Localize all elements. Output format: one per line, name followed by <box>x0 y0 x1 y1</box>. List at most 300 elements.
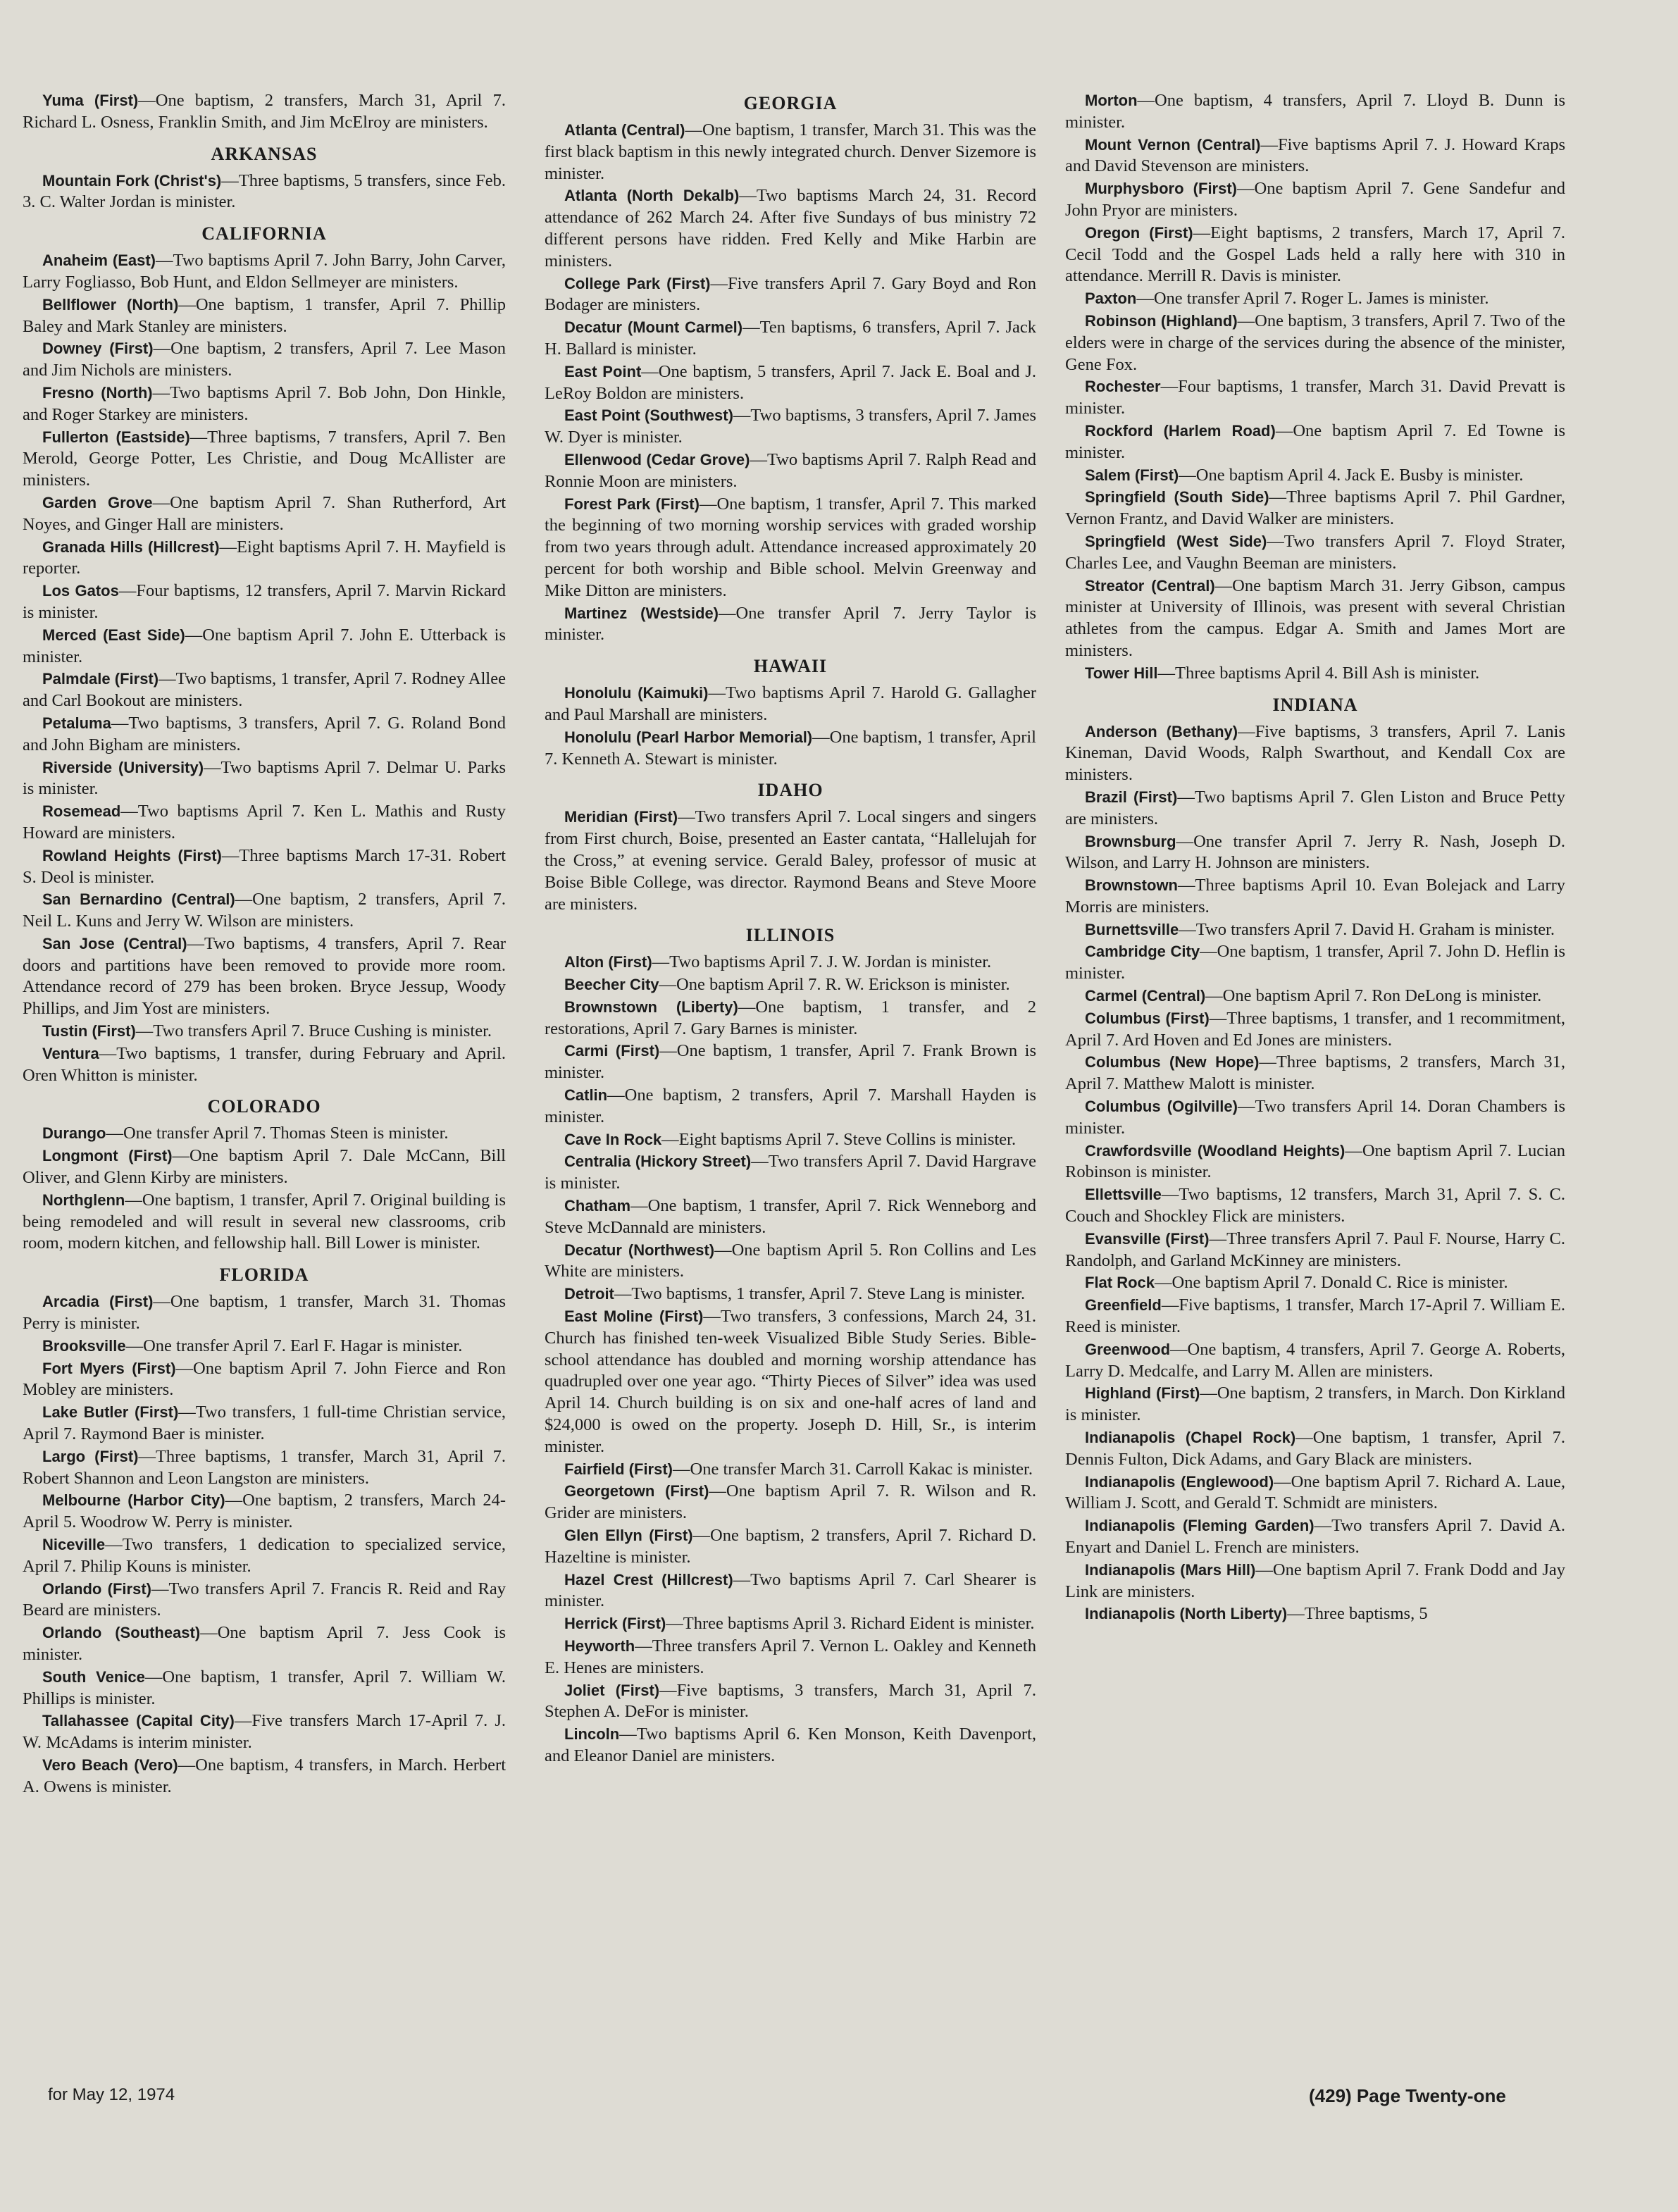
church-name: Crawfordsville (Woodland Heights) <box>1085 1141 1345 1160</box>
state-heading: ARKANSAS <box>211 143 318 164</box>
church-name: Atlanta (Central) <box>564 121 685 139</box>
church-name: San Jose (Central) <box>42 934 187 952</box>
church-name: Lake Butler (First) <box>42 1403 179 1422</box>
church-report <box>1065 1383 1565 1427</box>
report-text: —Three baptisms, 2 transfers, March 31, April 7. Matthew Malott is minister. <box>1065 1052 1565 1094</box>
church-name: East Point (Southwest) <box>564 406 733 425</box>
report-text: —Eight baptisms April 7. Steve Collins is minister. <box>661 1129 1017 1149</box>
church-report <box>23 1534 506 1578</box>
church-name: Cave In Rock <box>564 1130 662 1148</box>
church-report <box>1065 941 1565 985</box>
church-report <box>1065 178 1565 222</box>
church-name: Bellflower (North) <box>42 295 179 313</box>
church-name: Durango <box>42 1124 106 1143</box>
report-text: —One baptism April 7. Dale McCann, Bill Oliver, and Glenn Kirby are ministers. <box>23 1146 506 1188</box>
church-report <box>1065 787 1565 831</box>
state-heading: CALIFORNIA <box>201 223 327 244</box>
church-name: Springfield (South Side) <box>1085 488 1269 507</box>
report-text: —Three baptisms April 3. Richard Eident is minister. <box>666 1614 1035 1634</box>
church-name: Decatur (Mount Carmel) <box>564 318 743 337</box>
report-text: —Two baptisms, 1 transfer, April 7. Steve Lang is minister. <box>614 1284 1026 1304</box>
church-name: East Moline (First) <box>564 1307 704 1326</box>
church-name: Flat Rock <box>1085 1274 1155 1292</box>
church-name: Orlando (Southeast) <box>42 1624 201 1642</box>
report-text: —One baptism April 5. Ron Collins and Les White are ministers. <box>545 1240 1036 1281</box>
church-name: Meridian (First) <box>564 808 678 826</box>
report-text: —Two baptisms April 7. Carl Shearer is minister. <box>545 1570 1036 1611</box>
page-number: (429) Page Twenty-one <box>1309 2085 1506 2106</box>
report-text: —One baptism April 7. Jess Cook is minister. <box>23 1623 506 1664</box>
report-text: —Three baptisms March 17-31. Robert S. Deol is minister. <box>23 845 506 887</box>
report-text: —Two baptisms, 12 transfers, March 31, April 7. S. C. Couch and Shockley Flick are ministers. <box>1065 1185 1565 1226</box>
report-text: —One transfer March 31. Carroll Kakac is minister. <box>673 1459 1033 1479</box>
report-text: —Two baptisms April 7. Ken L. Mathis and Rusty Howard are ministers. <box>23 802 506 843</box>
report-text: —One baptism April 7. Ed Towne is minister. <box>1065 421 1565 462</box>
church-report <box>1065 721 1565 786</box>
church-report <box>1065 223 1565 287</box>
report-text: —One baptism, 1 transfer, April 7. Kenneth A. Stewart is minister. <box>545 727 1036 769</box>
report-text: —One baptism April 7. R. Wilson and R. Grider are ministers. <box>545 1481 1036 1523</box>
report-text: —One baptism April 7. Shan Rutherford, Art Noyes, and Ginger Hall are ministers. <box>23 492 506 534</box>
report-text: —Two baptisms April 7. Bob John, Don Hinkle, and Roger Starkey are ministers. <box>23 383 506 424</box>
report-text: —One baptism March 31. Jerry Gibson, campus minister at University of Illinois, was present with several Christian athletes from the campus. Edgar A. Smith and James Mort are ministers. <box>1065 576 1565 660</box>
church-report <box>545 1613 1036 1635</box>
church-name: Rockford (Harlem Road) <box>1085 421 1276 440</box>
church-name: Anaheim (East) <box>42 251 156 270</box>
church-name: Indianapolis (Englewood) <box>1085 1472 1274 1491</box>
church-report <box>545 1240 1036 1284</box>
church-name: Columbus (First) <box>1085 1009 1210 1027</box>
report-text: —Two baptisms April 6. Ken Monson, Keith Davenport, and Eleanor Daniel are ministers. <box>545 1725 1036 1765</box>
church-report <box>23 1145 506 1189</box>
report-text: —One baptism April 7. Richard A. Laue, William J. Scott, and Gerald T. Schmidt are ministers. <box>1065 1472 1565 1513</box>
church-report <box>1065 311 1565 375</box>
report-text: —Two transfers April 7. Bruce Cushing is minister. <box>135 1021 492 1041</box>
church-report <box>1065 1096 1565 1140</box>
report-text: —Two baptisms April 7. J. W. Jordan is minister. <box>652 952 992 972</box>
report-text: —One baptism April 7. John Fierce and Ron Mobley are ministers. <box>23 1358 506 1400</box>
church-report <box>545 494 1036 602</box>
report-text: —Two baptisms March 24, 31. Record attendance of 262 March 24. After five Sundays of bus ministry 72 different persons have ridden. Fred Kelly and Mike Harbin are ministers. <box>545 186 1036 271</box>
church-name: Streator (Central) <box>1085 576 1215 595</box>
report-text: —Eight baptisms April 7. H. Mayfield is reporter. <box>23 537 506 578</box>
church-report <box>23 1490 506 1534</box>
report-text: —Three transfers April 7. Vernon L. Oakley and Kenneth E. Henes are ministers. <box>545 1636 1036 1677</box>
column-3 <box>1065 90 1565 2077</box>
report-text: —Three baptisms April 4. Bill Ash is minister. <box>1157 663 1480 683</box>
church-report <box>1065 663 1565 685</box>
report-text: —One baptism, 2 transfers, April 7. Neil L. Kuns and Jerry W. Wilson are ministers. <box>23 890 506 931</box>
church-name: Petaluma <box>42 714 111 732</box>
report-text: —One baptism, 1 transfer, March 31. This was the first black baptism in this newly integrated church. Denver Sizemore is minister. <box>545 120 1036 183</box>
church-report <box>1065 831 1565 875</box>
church-name: Rowland Heights (First) <box>42 846 222 864</box>
church-report <box>545 1724 1036 1767</box>
church-report <box>1065 919 1565 941</box>
church-name: Indianapolis (Mars Hill) <box>1085 1560 1256 1579</box>
church-report <box>23 1755 506 1798</box>
report-text: —One baptism, 2 transfers, April 7. Lee Mason and Jim Nichols are ministers. <box>23 339 506 380</box>
church-name: Largo (First) <box>42 1447 139 1465</box>
church-name: Evansville (First) <box>1085 1229 1210 1248</box>
church-report <box>23 669 506 712</box>
church-name: Rochester <box>1085 378 1161 396</box>
report-text: —Two transfers, 1 full-time Christian service, April 7. Raymond Baer is minister. <box>23 1403 506 1444</box>
church-name: Beecher City <box>564 976 659 994</box>
church-report <box>1065 1339 1565 1383</box>
church-name: Oregon (First) <box>1085 223 1193 242</box>
report-text: —Two baptisms, 3 transfers, April 7. G. Roland Bond and John Bigham are ministers. <box>23 713 506 754</box>
report-text: —Two transfers, 1 dedication to specialized service, April 7. Philip Kouns is minister. <box>23 1535 506 1576</box>
report-text: —Two baptisms, 4 transfers, April 7. Rear doors and partitions have been removed to provide more room. Attendance record of 279 has been broken. Bryce Jessup, Woody Phillips, and Jim Yost are ministers. <box>23 933 506 1019</box>
church-report <box>23 1043 506 1087</box>
report-text: —One baptism, 1 transfer, and 2 restorations, April 7. Gary Barnes is minister. <box>545 997 1036 1038</box>
church-name: Riverside (University) <box>42 758 204 776</box>
report-text: —One baptism, 1 transfer, March 31. Thomas Perry is minister. <box>23 1292 506 1334</box>
report-text: —Two transfers April 7. David Hargrave is minister. <box>545 1152 1036 1193</box>
report-text: —One baptism, 2 transfers, March 31, April 7. Richard L. Osness, Franklin Smith, and Jim McElroy are ministers. <box>23 91 506 132</box>
church-name: Indianapolis (Fleming Garden) <box>1085 1517 1315 1535</box>
report-text: —Five transfers April 7. Gary Boyd and Ron Bodager are ministers. <box>545 273 1036 315</box>
church-name: Indianapolis (Chapel Rock) <box>1085 1429 1296 1447</box>
report-text: —One transfer April 7. Thomas Steen is minister. <box>106 1124 449 1143</box>
church-report <box>23 1710 506 1754</box>
church-name: Garden Grove <box>42 493 153 511</box>
church-name: San Bernardino (Central) <box>42 890 235 909</box>
church-report <box>545 185 1036 272</box>
church-report <box>1065 1472 1565 1515</box>
report-text: —Two baptisms April 7. Delmar U. Parks is minister. <box>23 757 506 799</box>
church-report <box>1065 1515 1565 1559</box>
state-heading: IDAHO <box>757 780 824 801</box>
report-text: —One baptism, 3 transfers, April 7. Two of the elders were in charge of the services during the absence of the minister, Gene Fox. <box>1065 311 1565 374</box>
report-text: —Two baptisms April 7. Ralph Read and Ronnie Moon are ministers. <box>545 449 1036 491</box>
church-report <box>1065 1560 1565 1603</box>
church-name: Columbus (New Hope) <box>1085 1053 1260 1071</box>
report-text: —One baptism, 1 transfer, April 7. John D. Heflin is minister. <box>1065 942 1565 983</box>
report-text: —Three transfers April 7. Paul F. Nourse, Harry C. Randolph, and Garland McKinney are ministers. <box>1065 1229 1565 1270</box>
church-name: Brownstown (Liberty) <box>564 998 738 1016</box>
church-report <box>23 933 506 1020</box>
church-report <box>23 845 506 889</box>
church-name: Columbus (Ogilville) <box>1085 1098 1238 1116</box>
church-report <box>1065 1229 1565 1272</box>
report-text: —Five baptisms, 1 transfer, March 17-April 7. William E. Reed is minister. <box>1065 1295 1565 1337</box>
church-report <box>23 338 506 382</box>
church-name: Downey (First) <box>42 340 154 358</box>
church-name: Tallahassee (Capital City) <box>42 1712 235 1730</box>
church-report <box>23 1190 506 1255</box>
church-report <box>545 1525 1036 1569</box>
church-name: Paxton <box>1085 290 1137 308</box>
report-text: —One baptism, 1 transfer, April 7. William W. Phillips is minister. <box>23 1667 506 1708</box>
church-report <box>545 997 1036 1040</box>
church-report <box>1065 376 1565 420</box>
church-name: Centralia (Hickory Street) <box>564 1152 752 1171</box>
report-text: —One baptism, 4 transfers, April 7. Lloyd B. Dunn is minister. <box>1065 91 1565 132</box>
church-name: Martinez (Westside) <box>564 604 719 622</box>
report-text: —Two transfers April 7. David A. Enyart and Daniel L. French are ministers. <box>1065 1516 1565 1557</box>
church-report <box>1065 421 1565 464</box>
church-report <box>23 492 506 536</box>
church-name: Fairfield (First) <box>564 1460 673 1478</box>
report-text: —One baptism April 7. Gene Sandefur and John Pryor are ministers. <box>1065 179 1565 220</box>
church-report <box>23 757 506 801</box>
church-report <box>545 1680 1036 1724</box>
church-report <box>1065 1427 1565 1471</box>
report-text: —Four baptisms, 12 transfers, April 7. Marvin Rickard is minister. <box>23 581 506 622</box>
report-text: —One baptism, 4 transfers, April 7. George A. Roberts, Larry D. Medcalfe, and Larry M. Allen are ministers. <box>1065 1339 1565 1381</box>
state-heading: GEORGIA <box>743 93 838 113</box>
church-report <box>545 1040 1036 1084</box>
church-report <box>545 1284 1036 1305</box>
church-report <box>1065 1603 1565 1625</box>
church-report <box>545 1636 1036 1679</box>
church-report <box>545 1129 1036 1151</box>
report-text: —One baptism, 1 transfer, April 7. Dennis Fulton, Dick Adams, and Gary Black are ministers. <box>1065 1428 1565 1469</box>
church-name: Yuma (First) <box>42 92 139 109</box>
church-name: Tustin (First) <box>42 1022 136 1040</box>
church-report <box>1065 135 1565 178</box>
report-text: —One baptism, 2 transfers, April 7. Richard D. Hazeltine is minister. <box>545 1526 1036 1567</box>
church-name: Brazil (First) <box>1085 788 1178 806</box>
report-text: —Two baptisms April 7. Harold G. Gallagher and Paul Marshall are ministers. <box>545 683 1036 724</box>
report-text: —One transfer April 7. Jerry R. Nash, Joseph D. Wilson, and Larry H. Johnson are ministers. <box>1065 831 1565 873</box>
church-report <box>545 1306 1036 1458</box>
church-report <box>23 250 506 294</box>
church-report <box>545 1570 1036 1613</box>
church-name: Alton (First) <box>564 953 652 971</box>
church-report <box>23 713 506 757</box>
report-text: —Two baptisms, 1 transfer, April 7. Rodney Allee and Carl Bookout are ministers. <box>23 669 506 711</box>
report-text: —Five transfers March 17-April 7. J. W. McAdams is interim minister. <box>23 1711 506 1753</box>
report-text: —One baptism April 7. Lucian Robinson is minister. <box>1065 1141 1565 1182</box>
report-text: —One baptism, 4 transfers, in March. Herbert A. Owens is minister. <box>23 1755 506 1796</box>
church-name: Rosemead <box>42 802 121 821</box>
church-name: Glen Ellyn (First) <box>564 1527 693 1545</box>
church-name: Robinson (Highland) <box>1085 311 1238 330</box>
report-text: —One baptism April 4. Jack E. Busby is minister. <box>1179 465 1524 485</box>
report-text: —One transfer April 7. Jerry Taylor is minister. <box>545 603 1036 645</box>
church-report <box>545 1151 1036 1195</box>
church-name: Atlanta (North Dekalb) <box>564 187 740 205</box>
report-text: —Two transfers April 14. Doran Chambers is minister. <box>1065 1097 1565 1138</box>
church-name: Merced (East Side) <box>42 626 185 644</box>
church-report <box>545 361 1036 405</box>
church-report <box>23 625 506 669</box>
church-report <box>545 1085 1036 1129</box>
church-name: Los Gatos <box>42 582 119 600</box>
church-name: Detroit <box>564 1285 614 1303</box>
church-name: Burnettsville <box>1085 920 1179 938</box>
church-name: Murphysboro (First) <box>1085 180 1238 198</box>
report-text: —One baptism, 2 transfers, March 24-April 5. Woodrow W. Perry is minister. <box>23 1491 506 1532</box>
church-report <box>545 952 1036 974</box>
report-text: —Two baptisms, 3 transfers, April 7. James W. Dyer is minister. <box>545 406 1036 447</box>
church-report <box>545 1459 1036 1481</box>
report-text: —Two transfers April 7. Floyd Strater, Charles Lee, and Vaughn Beeman are ministers. <box>1065 531 1565 573</box>
church-name: Springfield (West Side) <box>1085 532 1267 550</box>
church-name: Orlando (First) <box>42 1579 151 1598</box>
church-report <box>545 405 1036 449</box>
church-name: Herrick (First) <box>564 1615 666 1633</box>
church-name: Joliet (First) <box>564 1681 660 1699</box>
report-text: —Two transfers April 7. Local singers and singers from First church, Boise, presented an Easter cantata, “Hallelujah for the Cross,” at evening service. Gerald Baley, professor of music at Boise Bible College, was director. Raymond Beans and Steve Moore are ministers. <box>545 807 1036 914</box>
church-report <box>23 1579 506 1622</box>
report-text: —Three baptisms, 7 transfers, April 7. Ben Merold, George Potter, Les Christie, and Doug McAllister are ministers. <box>23 427 506 490</box>
church-report <box>545 603 1036 647</box>
state-heading: HAWAII <box>753 656 828 677</box>
report-text: —Two baptisms, 1 transfer, during February and April. Oren Whitton is minister. <box>23 1043 506 1085</box>
church-name: Morton <box>1085 92 1138 109</box>
church-name: Decatur (Northwest) <box>564 1241 715 1259</box>
church-name: Carmi (First) <box>564 1042 660 1060</box>
church-name: Granada Hills (Hillcrest) <box>42 538 220 556</box>
church-report <box>545 317 1036 361</box>
church-report <box>1065 1184 1565 1228</box>
church-report <box>23 1123 506 1145</box>
church-report <box>545 1481 1036 1524</box>
church-name: East Point <box>564 362 642 380</box>
church-name: Fresno (North) <box>42 383 153 402</box>
church-name: Ellenwood (Cedar Grove) <box>564 450 750 468</box>
report-text: —One baptism, 1 transfer, April 7. Original building is being remodeled and will result in several new classrooms, crib room, modern kitchen, and fellowship hall. Bill Lower is minister. <box>23 1190 506 1253</box>
report-text: —Two transfers April 7. Francis R. Reid and Ray Beard are ministers. <box>23 1579 506 1620</box>
church-report <box>545 1195 1036 1239</box>
church-report <box>1065 875 1565 919</box>
church-report <box>1065 1295 1565 1338</box>
church-report <box>1065 576 1565 662</box>
church-name: Salem (First) <box>1085 466 1179 484</box>
church-name: Fort Myers (First) <box>42 1359 176 1377</box>
church-report <box>23 801 506 845</box>
report-text: —One transfer April 7. Earl F. Hagar is minister. <box>125 1336 463 1355</box>
church-report <box>23 294 506 338</box>
church-report <box>545 449 1036 493</box>
church-name: Ventura <box>42 1044 99 1062</box>
report-text: —One baptism April 7. John E. Utterback is minister. <box>23 625 506 666</box>
report-text: —One baptism, 2 transfers, April 7. Marshall Hayden is minister. <box>545 1086 1036 1126</box>
report-text: —Three baptisms, 1 transfer, March 31, April 7. Robert Shannon and Leon Langston are ministers. <box>23 1446 506 1488</box>
church-report <box>1065 1272 1565 1294</box>
report-text: —Three baptisms, 1 transfer, and 1 recommitment, April 7. Ard Hoven and Ed Jones are ministers. <box>1065 1008 1565 1050</box>
church-name: Lincoln <box>564 1725 620 1744</box>
report-text: —One baptism, 5 transfers, April 7. Jack E. Boal and J. LeRoy Boldon are ministers. <box>545 361 1036 403</box>
report-text: —One baptism April 7. R. W. Erickson is minister. <box>659 975 1010 995</box>
report-text: —One baptism, 1 transfer, April 7. This marked the beginning of two morning worship services with graded worship from two years through adult. Attendance increased approximately 20 percent for both worship and Bible school. Melvin Greenway and Mike Ditton are ministers. <box>545 494 1036 600</box>
church-report <box>23 1667 506 1710</box>
church-name: College Park (First) <box>564 274 711 292</box>
report-text: —Two transfers, 3 confessions, March 24, 31. Church has finished ten-week Visualized Bible Study Series. Bible-school attendance has doubled and morning worship attendance has quadrupled over one year ago. “Thirty Pieces of Silver” idea was used April 14. Church building is on six and one-half acres of land and $24,000 is owed on the property. Joseph D. Hill, Sr., is interim minister. <box>545 1307 1036 1456</box>
report-text: —Three baptisms April 7. Phil Gardner, Vernon Frantz, and David Walker are ministers. <box>1065 487 1565 529</box>
column-1 <box>23 90 506 2077</box>
report-text: —Ten baptisms, 6 transfers, April 7. Jack H. Ballard is minister. <box>545 318 1036 359</box>
church-name: Heyworth <box>564 1637 635 1655</box>
church-report <box>545 683 1036 726</box>
state-heading: ILLINOIS <box>745 925 835 946</box>
church-report <box>1065 90 1565 134</box>
church-report <box>23 90 506 134</box>
church-report <box>1065 1141 1565 1184</box>
church-name: Brooksville <box>42 1336 126 1355</box>
church-report <box>545 727 1036 771</box>
church-report <box>545 974 1036 996</box>
church-report <box>23 427 506 492</box>
report-text: —One baptism, 1 transfer, April 7. Phillip Baley and Mark Stanley are ministers. <box>23 294 506 336</box>
report-text: —Two transfers April 7. David H. Graham is minister. <box>1179 919 1555 939</box>
church-report <box>545 807 1036 915</box>
church-name: Niceville <box>42 1536 106 1554</box>
report-text: —Eight baptisms, 2 transfers, March 17, April 7. Cecil Todd and the Gospel Lads held a rally here with 310 in attendance. Merrill R. Davis is minister. <box>1065 223 1565 286</box>
report-text: —Five baptisms, 3 transfers, April 7. Lanis Kineman, David Woods, Ralph Swarthout, and Kendall Cox are ministers. <box>1065 721 1565 785</box>
report-text: —One baptism April 7. Donald C. Rice is minister. <box>1155 1273 1508 1293</box>
report-text: —One baptism April 7. Frank Dodd and Jay Link are ministers. <box>1065 1560 1565 1601</box>
church-name: Longmont (First) <box>42 1147 173 1165</box>
church-name: Honolulu (Kaimuki) <box>564 684 709 702</box>
church-name: Mountain Fork (Christ's) <box>42 171 222 189</box>
church-name: Anderson (Bethany) <box>1085 722 1238 740</box>
report-text: —Two baptisms April 7. Glen Liston and Bruce Petty are ministers. <box>1065 787 1565 828</box>
church-name: Carmel (Central) <box>1085 987 1206 1005</box>
church-name: Indianapolis (North Liberty) <box>1085 1605 1288 1623</box>
state-heading: INDIANA <box>1272 694 1358 715</box>
report-text: —One baptism, 1 transfer, April 7. Rick Wenneborg and Steve McDannald are ministers. <box>545 1196 1036 1237</box>
report-text: —One baptism, 1 transfer, April 7. Frank Brown is minister. <box>545 1041 1036 1083</box>
church-report <box>23 580 506 624</box>
church-report <box>23 1446 506 1490</box>
church-name: Greenwood <box>1085 1340 1171 1358</box>
church-name: Brownsburg <box>1085 832 1176 850</box>
report-text: —One baptism, 2 transfers, in March. Don Kirkland is minister. <box>1065 1384 1565 1425</box>
church-name: Honolulu (Pearl Harbor Memorial) <box>564 728 813 746</box>
report-text: —Four baptisms, 1 transfer, March 31. David Prevatt is minister. <box>1065 377 1565 418</box>
church-report <box>1065 986 1565 1007</box>
column-2 <box>545 90 1036 2077</box>
report-text: —One transfer April 7. Roger L. James is minister. <box>1136 289 1489 309</box>
church-report <box>23 1402 506 1446</box>
church-name: Melbourne (Harbor City) <box>42 1491 225 1510</box>
church-name: Fullerton (Eastside) <box>42 428 190 446</box>
church-name: Catlin <box>564 1086 608 1105</box>
church-report <box>23 537 506 580</box>
church-report <box>1065 487 1565 530</box>
church-report <box>1065 465 1565 487</box>
church-name: Chatham <box>564 1197 631 1215</box>
church-report <box>23 1291 506 1335</box>
issue-date: for May 12, 1974 <box>48 2085 175 2104</box>
church-report <box>1065 1052 1565 1095</box>
church-report <box>23 1358 506 1402</box>
church-report <box>23 1021 506 1043</box>
church-name: Greenfield <box>1085 1296 1162 1315</box>
state-heading: FLORIDA <box>219 1265 309 1286</box>
church-report <box>1065 288 1565 310</box>
report-text: —Five baptisms, 3 transfers, March 31, April 7. Stephen A. DeFor is minister. <box>545 1680 1036 1722</box>
church-report <box>1065 1008 1565 1052</box>
church-name: Vero Beach (Vero) <box>42 1756 178 1774</box>
church-name: Cambridge City <box>1085 943 1200 961</box>
state-heading: COLORADO <box>207 1096 321 1117</box>
church-name: Tower Hill <box>1085 664 1158 682</box>
church-name: Ellettsville <box>1085 1186 1162 1204</box>
church-report <box>545 273 1036 317</box>
church-report <box>23 170 506 214</box>
church-report <box>23 1336 506 1357</box>
church-report <box>1065 531 1565 575</box>
church-name: Hazel Crest (Hillcrest) <box>564 1570 733 1589</box>
church-name: Mount Vernon (Central) <box>1085 135 1261 154</box>
report-text: —One baptism April 7. Ron DeLong is minister. <box>1205 986 1542 1006</box>
